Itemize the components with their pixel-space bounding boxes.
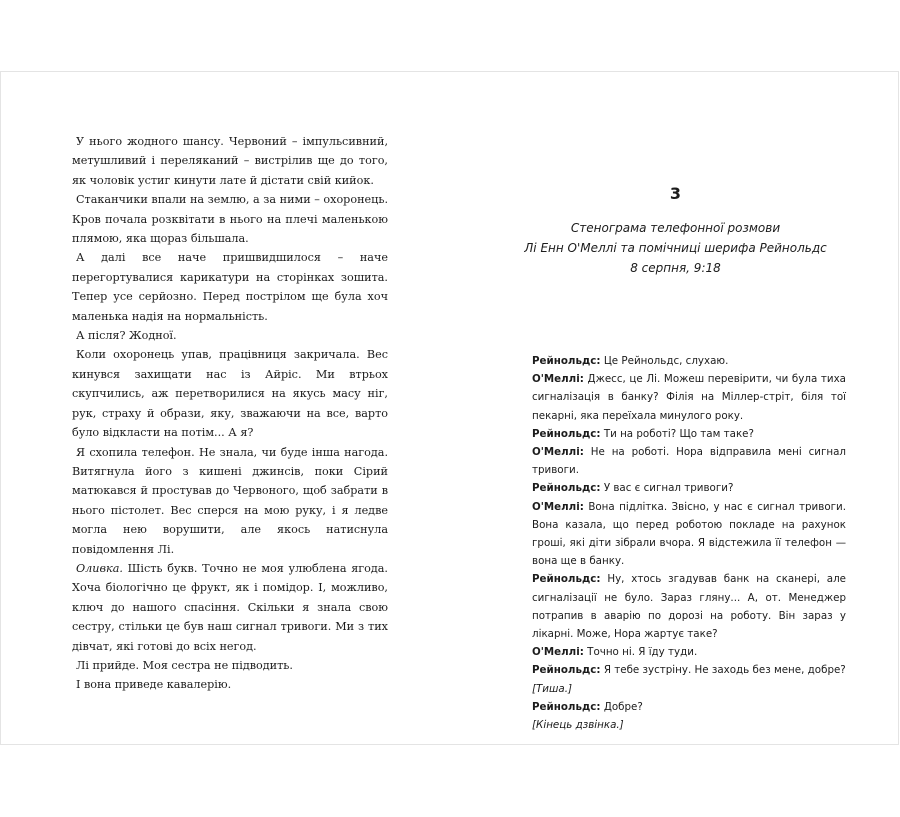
left-page — [1, 72, 451, 744]
transcript-line — [532, 661, 846, 679]
speaker: Рейнольдс: — [532, 427, 601, 440]
left-page-text — [72, 132, 388, 695]
speaker: О'Меллі: — [532, 646, 584, 659]
speech: Точно ні. Я їду туди. — [587, 646, 698, 659]
paragraph: А після? Жодної. — [76, 329, 177, 343]
transcript-line — [532, 698, 846, 716]
paragraph: Лі прийде. Моя сестра не підводить. — [76, 658, 293, 672]
speech: Не на роботі. Нора відправила мені сигнал тривоги. — [532, 446, 846, 477]
speaker: Рейнольдс: — [532, 664, 601, 677]
speech: Я тебе зустріну. Не заходь без мене, добре? — [603, 664, 846, 677]
transcript-note: [Тиша.] — [532, 682, 573, 695]
speech: Ти на роботі? Що там таке? — [603, 427, 754, 440]
transcript-line — [532, 643, 846, 661]
transcript-line — [532, 352, 846, 370]
paragraph — [72, 559, 388, 656]
chapter-subtitle — [451, 218, 900, 278]
paragraph: А далі все наче пришвидшилося – наче перегортувалися карикатури на сторінках зошита. Тепер усе серйозно. Перед пострілом ще була хоч маленька надія на нормальність. — [72, 251, 388, 323]
speech: У вас є сигнал тривоги? — [603, 482, 734, 495]
transcript-line — [532, 479, 846, 497]
speaker: Рейнольдс: — [532, 355, 601, 367]
book-spread — [0, 71, 899, 745]
speaker: О'Меллі: — [532, 373, 584, 386]
speaker: О'Меллі: — [532, 500, 584, 513]
transcript-line — [532, 370, 846, 425]
subtitle-line: Лі Енн О'Меллі та помічниці шерифа Рейнольдс — [524, 241, 827, 255]
speaker: Рейнольдс: — [532, 573, 601, 586]
speech: Джесс, це Лі. Можеш перевірити, чи була тиха сигналізація в банку? Філія на Міллер-стріт, біля тої пекарні, яка переїхала минулого року. — [532, 373, 846, 422]
paragraph: І вона приведе кавалерію. — [76, 678, 232, 692]
paragraph: У нього жодного шансу. Червоний – імпульсивний, метушливий і переляканий – вистрілив ще до того, як чоловік устиг кинути лате й дістати свій кийок. — [72, 135, 388, 187]
paragraph: Я схопила телефон. Не знала, чи буде інша нагода. Витягнула його з кишені джинсів, поки Сірий матюкався й простував до Червоного, щоб забрати в нього пістолет. Вес сперся на мою руку, і я ледве могла нею ворушити, але якось натиснула повідомлення Лі. — [72, 445, 388, 556]
subtitle-line: Стенограма телефонної розмови — [570, 221, 781, 235]
transcript-line — [532, 570, 846, 643]
transcript-line — [532, 443, 846, 479]
transcript — [532, 352, 846, 734]
transcript-note: [Кінець дзвінка.] — [532, 719, 624, 732]
speaker: О'Меллі: — [532, 446, 584, 459]
transcript-line — [532, 425, 846, 443]
subtitle-line: 8 серпня, 9:18 — [630, 261, 721, 275]
right-page — [451, 72, 900, 744]
speech: Ну, хтось згадував банк на сканері, але сигналізації не було. Зараз гляну... А, от. Менеджер потрапив в аварію по дорозі на роботу. Він зараз у лікарні. Може, Нора жартує таке? — [532, 573, 846, 641]
speaker: Рейнольдс: — [532, 482, 601, 495]
paragraph-rest: Шість букв. Точно не моя улюблена ягода. Хоча біологічно це фрукт, як і помідор. І, можливо, ключ до нашого спасіння. Скільки я знала свою сестру, стільки це був наш сигнал тривоги. Ми з тих дівчат, які готові до всіх негод. — [72, 561, 388, 653]
speech: Це Рейнольдс, слухаю. — [603, 355, 729, 367]
paragraph: Стаканчики впали на землю, а за ними – охоронець. Кров почала розквітати в нього на плечі маленькою плямою, яка щораз більшала. — [72, 193, 388, 246]
chapter-number: 3 — [669, 184, 682, 203]
speech: Вона підлітка. Звісно, у нас є сигнал тривоги. Вона казала, що перед роботою покладе на рахунок гроші, які діти зібрали вчора. Я відстежила її телефон — вона ще в банку. — [532, 500, 846, 568]
paragraph: Коли охоронець упав, працівниця закричала. Вес кинувся захищати нас із Айріс. Ми втрьох скупчились, аж перетворилися на якусь масу ніг, рук, страху й образи, яку, зважаючи на все, варто було відкласти на потім... А я? — [72, 348, 388, 440]
speaker: Рейнольдс: — [532, 700, 601, 713]
speech: Добре? — [603, 700, 643, 713]
italic-word: Оливка. — [76, 561, 123, 575]
transcript-line — [532, 498, 846, 571]
